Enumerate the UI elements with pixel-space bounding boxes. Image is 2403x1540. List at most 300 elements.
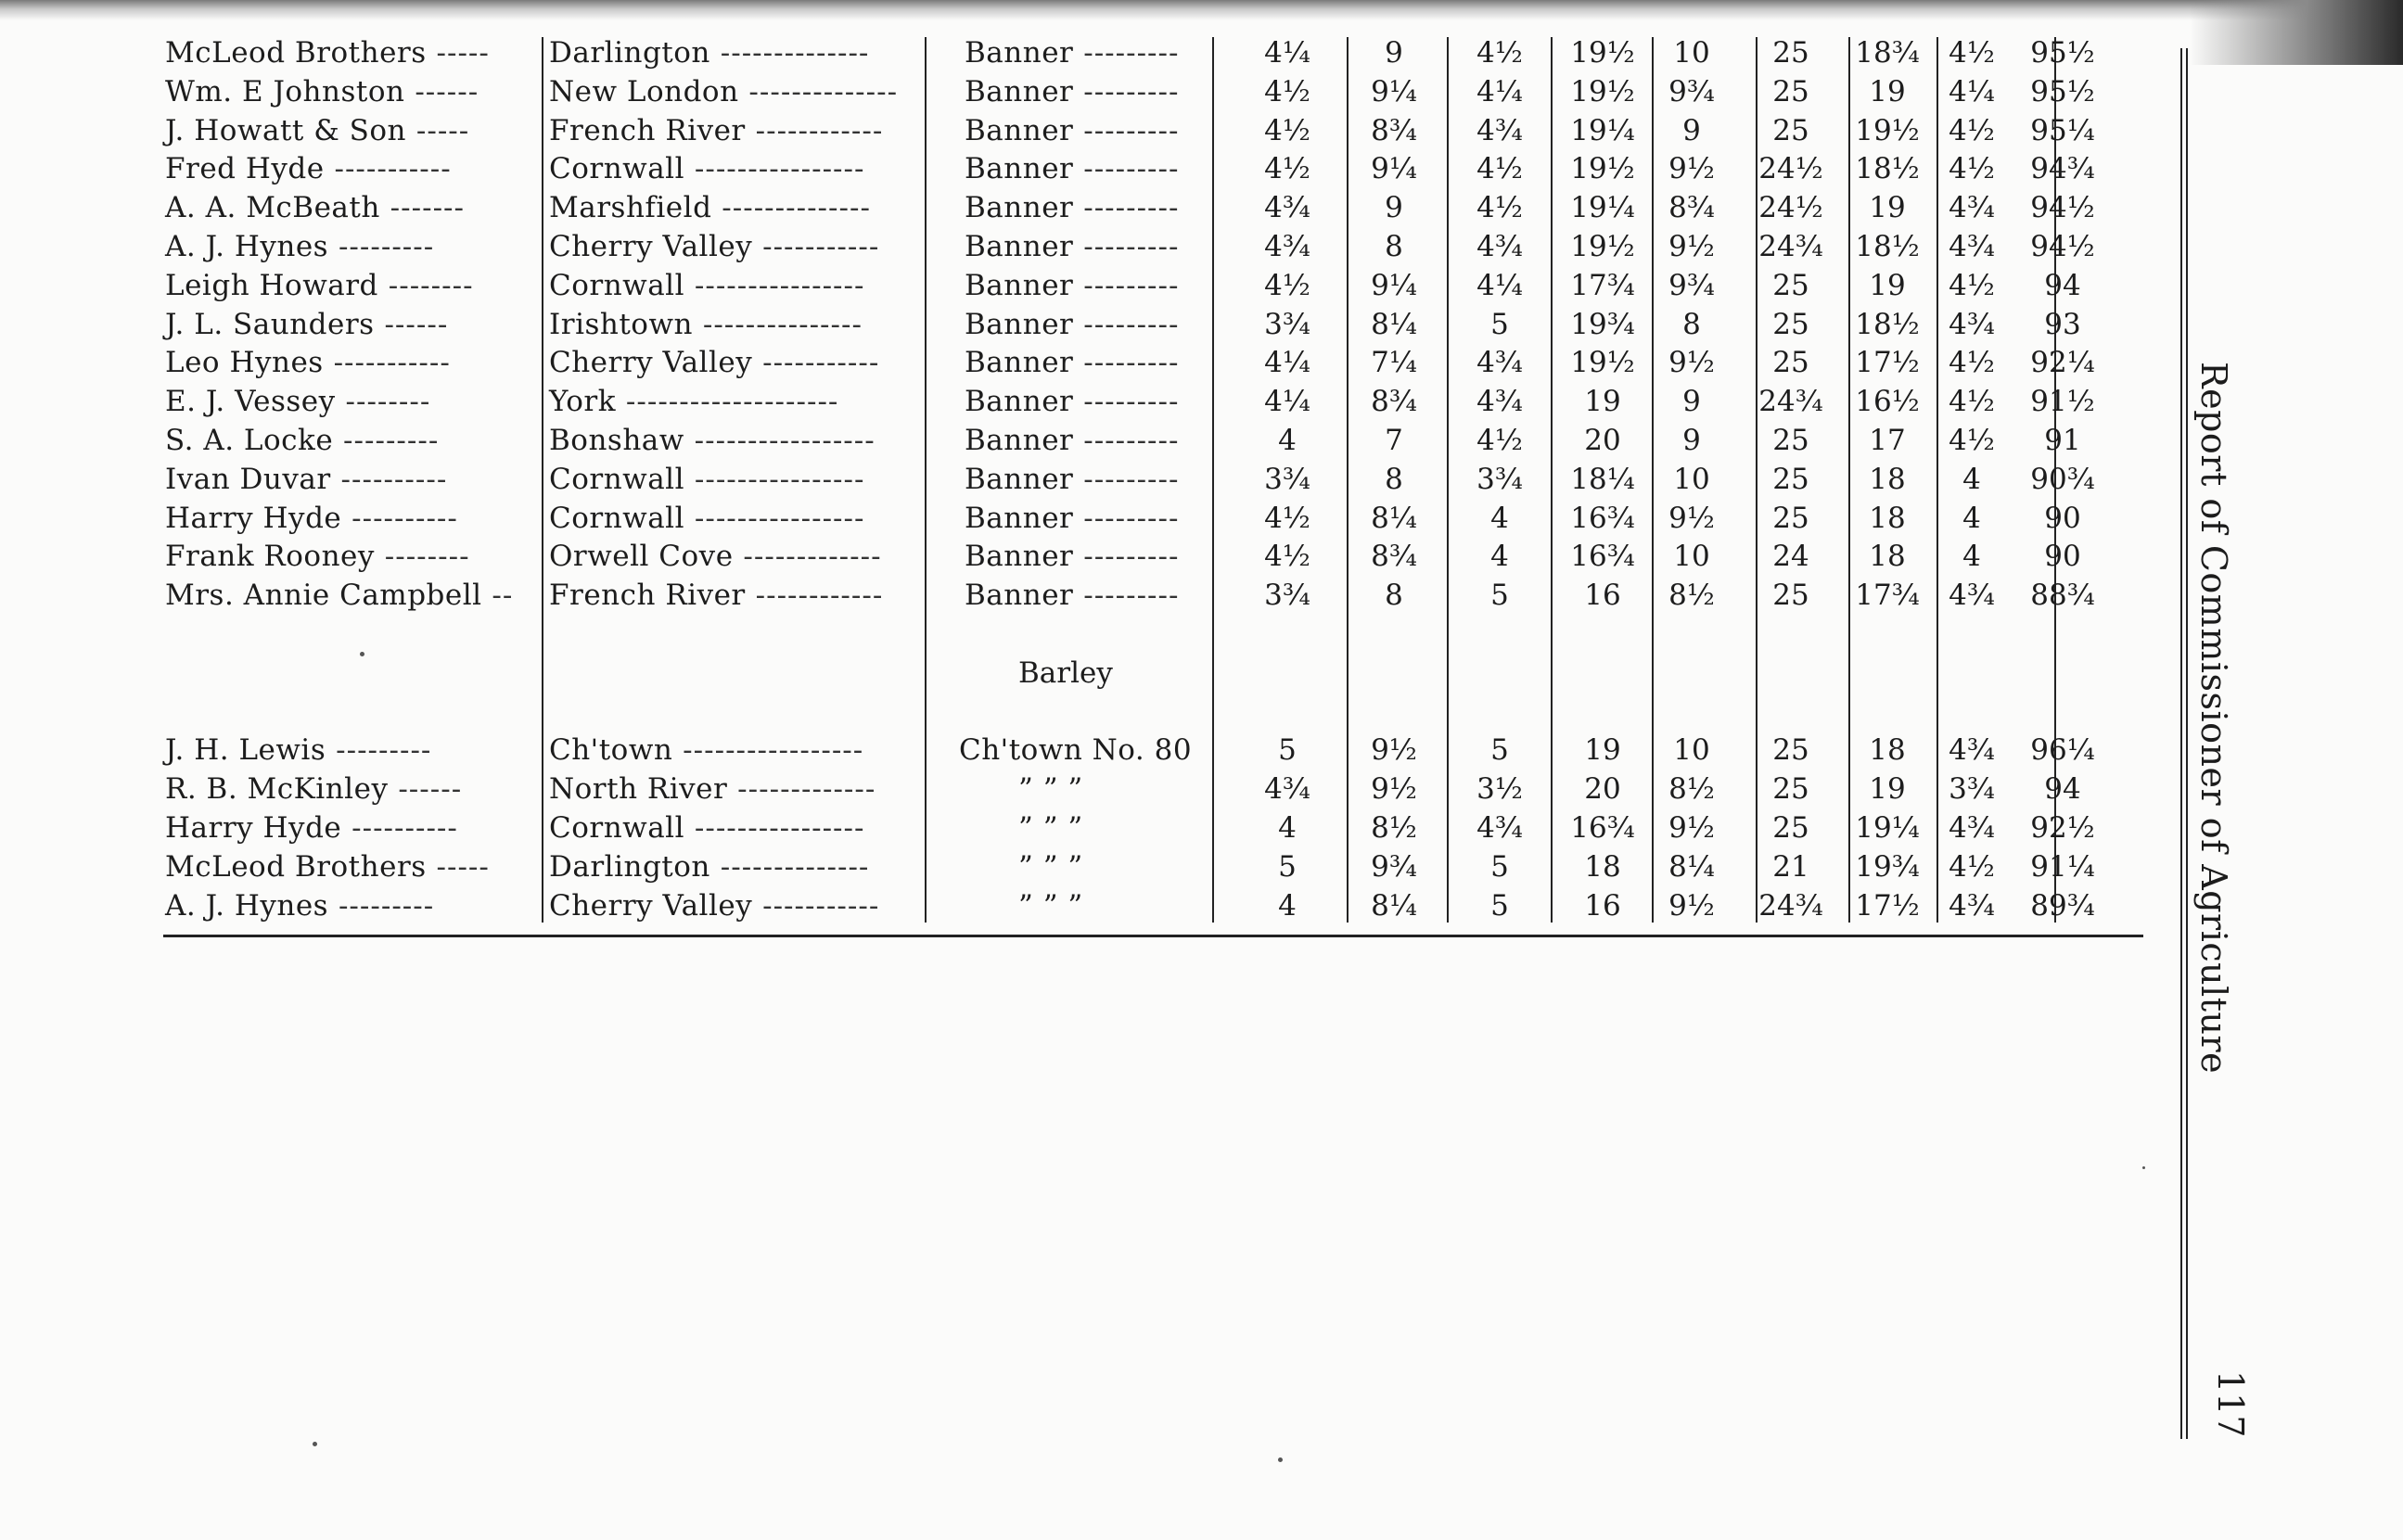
score-cell: 5 — [1490, 307, 1509, 341]
score-cell: 24¾ — [1758, 230, 1823, 263]
variety-name — [965, 501, 1180, 536]
entrant-name — [165, 539, 470, 574]
score-cell: 4½ — [1949, 424, 1995, 457]
score-cell: 25 — [1772, 36, 1809, 70]
score-cell: 9 — [1682, 113, 1701, 147]
score-cell: 16½ — [1855, 385, 1920, 419]
entrant-name-text: Wm. E Johnston — [165, 74, 405, 108]
variety-name-text: Banner — [965, 268, 1074, 302]
score-cell: 8 — [1385, 579, 1403, 613]
leader-dots: ------------- — [727, 772, 876, 806]
score-cell: 24½ — [1758, 152, 1823, 186]
entrant-name-text: McLeod Brothers — [165, 850, 427, 884]
score-cell: 18 — [1869, 540, 1906, 574]
column-divider — [542, 37, 543, 923]
score-cell: 8½ — [1371, 811, 1417, 845]
leader-dots: ------------ — [745, 579, 884, 613]
leader-dots: ----------- — [752, 230, 880, 263]
score-cell: 3½ — [1476, 772, 1523, 806]
leader-dots: --------------- — [692, 307, 863, 341]
score-cell: 9¼ — [1371, 268, 1417, 302]
margin-rule-inner — [2180, 48, 2182, 1439]
leader-dots: --------- — [1073, 501, 1180, 535]
score-cell: 4½ — [1949, 152, 1995, 186]
leader-dots: ---------------- — [684, 811, 865, 845]
section-label-barley: Barley — [1018, 656, 1113, 690]
entrant-location-text: Cherry Valley — [549, 889, 753, 923]
variety-name — [965, 539, 1180, 574]
score-cell: 25 — [1772, 113, 1809, 147]
leader-dots: ----------- — [752, 889, 880, 923]
variety-name-text: ” ” ” — [1018, 811, 1083, 845]
score-cell: 18½ — [1855, 152, 1920, 186]
score-cell: 4 — [1962, 540, 1981, 574]
score-cell: 94 — [2044, 772, 2081, 806]
score-cell: 5 — [1278, 850, 1297, 884]
entrant-location — [549, 810, 864, 846]
variety-name — [965, 268, 1180, 303]
score-cell: 4¼ — [1949, 74, 1995, 108]
score-cell: 20 — [1584, 424, 1621, 457]
running-title: Report of Commissioner of Agriculture — [2193, 362, 2234, 1075]
entrant-location-text: Bonshaw — [549, 424, 684, 457]
leader-dots: --------- — [1073, 307, 1180, 341]
variety-name-text: ” ” ” — [1018, 850, 1083, 884]
entrant-location-text: New London — [549, 74, 739, 108]
entrant-location-text: Cherry Valley — [549, 346, 753, 380]
score-cell: 18¾ — [1855, 36, 1920, 70]
score-cell: 9 — [1682, 385, 1701, 419]
entrant-location-text: French River — [549, 579, 746, 613]
score-cell: 10 — [1673, 36, 1710, 70]
score-cell: 4 — [1962, 462, 1981, 496]
score-cell: 91¼ — [2030, 850, 2095, 884]
score-cell: 25 — [1772, 811, 1809, 845]
entrant-location-text: Orwell Cove — [549, 540, 734, 574]
variety-name — [1018, 810, 1083, 846]
score-cell: 4½ — [1476, 152, 1523, 186]
score-cell: 5 — [1490, 579, 1509, 613]
score-cell: 19½ — [1570, 230, 1635, 263]
entrant-location — [549, 539, 882, 574]
score-cell: 94½ — [2030, 230, 2095, 263]
score-cell: 19¼ — [1570, 191, 1635, 225]
score-cell: 19 — [1869, 268, 1906, 302]
score-cell: 4½ — [1264, 501, 1310, 535]
entrant-location — [549, 229, 879, 264]
score-cell: 18½ — [1855, 230, 1920, 263]
margin-rule-outer — [2186, 48, 2188, 1439]
score-cell: 8¾ — [1371, 113, 1417, 147]
entrant-name — [165, 578, 513, 613]
score-cell: 17½ — [1855, 346, 1920, 380]
entrant-name-text: Mrs. Annie Campbell — [165, 579, 482, 613]
page-number: 117 — [2210, 1370, 2251, 1438]
entrant-name — [165, 190, 465, 225]
score-cell: 17½ — [1855, 889, 1920, 923]
leader-dots: ------ — [388, 772, 463, 806]
entrant-name — [165, 810, 458, 846]
variety-name — [965, 307, 1180, 342]
leader-dots: ------------- — [733, 540, 882, 574]
score-cell: 3¾ — [1264, 462, 1310, 496]
leader-dots: ------ — [374, 307, 449, 341]
score-cell: 95½ — [2030, 36, 2095, 70]
score-cell: 25 — [1772, 733, 1809, 767]
score-cell: 4½ — [1949, 385, 1995, 419]
entrant-name — [165, 423, 439, 458]
score-cell: 25 — [1772, 462, 1809, 496]
variety-name — [965, 113, 1180, 148]
variety-name-text: Banner — [965, 462, 1074, 496]
leader-dots: --------- — [1073, 346, 1180, 380]
entrant-location-text: Cherry Valley — [549, 230, 753, 263]
variety-name — [965, 384, 1180, 419]
score-cell: 9½ — [1668, 230, 1715, 263]
score-cell: 91 — [2044, 424, 2081, 457]
entrant-name — [165, 888, 434, 923]
variety-name-text: Banner — [965, 36, 1074, 70]
score-cell: 18 — [1869, 501, 1906, 535]
score-cell: 90¾ — [2030, 462, 2095, 496]
score-cell: 4¼ — [1476, 74, 1523, 108]
entrant-name-text: R. B. McKinley — [165, 772, 389, 806]
score-cell: 9¼ — [1371, 74, 1417, 108]
score-cell: 4½ — [1264, 152, 1310, 186]
score-cell: 18 — [1584, 850, 1621, 884]
score-cell: 16 — [1584, 889, 1621, 923]
score-cell: 9½ — [1668, 152, 1715, 186]
score-cell: 3¾ — [1476, 462, 1523, 496]
score-cell: 8 — [1385, 230, 1403, 263]
entrant-name — [165, 345, 451, 380]
score-cell: 4½ — [1476, 191, 1523, 225]
score-cell: 4¾ — [1476, 113, 1523, 147]
score-cell: 25 — [1772, 74, 1809, 108]
score-cell: 10 — [1673, 462, 1710, 496]
variety-name — [1018, 849, 1083, 885]
score-cell: 19 — [1869, 772, 1906, 806]
score-cell: 9½ — [1668, 889, 1715, 923]
variety-name — [965, 190, 1180, 225]
score-cell: 4½ — [1264, 268, 1310, 302]
entrant-location-text: Darlington — [549, 850, 710, 884]
leader-dots: -- — [481, 579, 514, 613]
leader-dots: -------------- — [709, 36, 870, 70]
entrant-name — [165, 113, 469, 148]
score-cell: 19 — [1869, 74, 1906, 108]
score-cell: 25 — [1772, 307, 1809, 341]
score-cell: 19¼ — [1570, 113, 1635, 147]
leader-dots: -------- — [377, 268, 474, 302]
entrant-name-text: J. Howatt & Son — [165, 113, 407, 147]
entrant-location — [549, 423, 876, 458]
leader-dots: ---------------- — [684, 268, 865, 302]
entrant-location — [549, 771, 876, 807]
leader-dots: -------- — [335, 385, 431, 419]
score-cell: 24¾ — [1758, 385, 1823, 419]
score-cell: 8¾ — [1371, 385, 1417, 419]
score-cell: 88¾ — [2030, 579, 2095, 613]
entrant-location — [549, 384, 838, 419]
entrant-name-text: J. L. Saunders — [165, 307, 375, 341]
score-cell: 4½ — [1949, 346, 1995, 380]
score-cell: 9½ — [1371, 733, 1417, 767]
leader-dots: ---------- — [341, 811, 458, 845]
score-cell: 9 — [1682, 424, 1701, 457]
entrant-name — [165, 268, 474, 303]
entrant-name — [165, 462, 447, 497]
entrant-location — [549, 462, 864, 497]
entrant-name — [165, 229, 434, 264]
leader-dots: ----- — [426, 36, 490, 70]
score-cell: 4¾ — [1476, 811, 1523, 845]
column-divider — [1551, 37, 1553, 923]
entrant-location-text: Cornwall — [549, 152, 685, 186]
score-cell: 9½ — [1668, 346, 1715, 380]
entrant-location-text: Darlington — [549, 36, 710, 70]
variety-name-text: Ch'town No. 80 — [959, 733, 1193, 767]
column-divider — [925, 37, 927, 923]
leader-dots: --------- — [1073, 579, 1180, 613]
entrant-name-text: A. J. Hynes — [165, 230, 329, 263]
score-cell: 8¼ — [1371, 501, 1417, 535]
score-cell: 4¾ — [1949, 889, 1995, 923]
score-cell: 10 — [1673, 733, 1710, 767]
entrant-location — [549, 151, 864, 186]
variety-name — [959, 732, 1192, 768]
entrant-location-text: Cornwall — [549, 268, 685, 302]
score-cell: 5 — [1490, 850, 1509, 884]
score-cell: 19¾ — [1855, 850, 1920, 884]
score-cell: 4 — [1490, 540, 1509, 574]
score-cell: 24¾ — [1758, 889, 1823, 923]
score-cell: 18 — [1869, 462, 1906, 496]
entrant-location-text: Ch'town — [549, 733, 673, 767]
entrant-location — [549, 501, 864, 536]
score-cell: 8 — [1682, 307, 1701, 341]
entrant-location — [549, 113, 883, 148]
entrant-location-text: Irishtown — [549, 307, 693, 341]
score-cell: 4¾ — [1264, 191, 1310, 225]
score-cell: 5 — [1490, 889, 1509, 923]
entrant-location-text: French River — [549, 113, 746, 147]
score-cell: 5 — [1490, 733, 1509, 767]
entrant-location — [549, 345, 879, 380]
score-cell: 4¾ — [1949, 230, 1995, 263]
leader-dots: ---------------- — [684, 462, 865, 496]
entrant-name-text: McLeod Brothers — [165, 36, 427, 70]
score-cell: 4¾ — [1949, 811, 1995, 845]
score-cell: 20 — [1584, 772, 1621, 806]
score-cell: 24½ — [1758, 191, 1823, 225]
entrant-location-text: Marshfield — [549, 191, 712, 225]
score-cell: 18¼ — [1570, 462, 1635, 496]
score-cell: 4¾ — [1264, 230, 1310, 263]
entrant-name-text: A. A. McBeath — [165, 191, 380, 225]
score-cell: 95¼ — [2030, 113, 2095, 147]
score-cell: 8½ — [1668, 772, 1715, 806]
variety-name — [965, 151, 1180, 186]
variety-name — [965, 578, 1180, 613]
leader-dots: ----------- — [324, 152, 452, 186]
entrant-location — [549, 268, 864, 303]
score-cell: 8¾ — [1371, 540, 1417, 574]
entrant-name-text: S. A. Locke — [165, 424, 334, 457]
score-cell: 8½ — [1668, 579, 1715, 613]
entrant-name-text: Harry Hyde — [165, 811, 342, 845]
score-cell: 4 — [1490, 501, 1509, 535]
score-cell: 4½ — [1476, 36, 1523, 70]
entrant-location-text: Cornwall — [549, 501, 685, 535]
leader-dots: --------- — [328, 889, 435, 923]
score-cell: 25 — [1772, 772, 1809, 806]
leader-dots: -------------------- — [616, 385, 839, 419]
score-cell: 25 — [1772, 268, 1809, 302]
score-cell: 4¼ — [1264, 385, 1310, 419]
score-cell: 19½ — [1570, 36, 1635, 70]
score-cell: 17 — [1869, 424, 1906, 457]
score-cell: 19 — [1584, 733, 1621, 767]
score-cell: 4 — [1962, 501, 1981, 535]
leader-dots: ------ — [404, 74, 479, 108]
score-cell: 16 — [1584, 579, 1621, 613]
variety-name-text: Banner — [965, 152, 1074, 186]
entrant-location-text: York — [549, 385, 617, 419]
entrant-name-text: Harry Hyde — [165, 501, 342, 535]
leader-dots: -------- — [374, 540, 470, 574]
score-cell: 9½ — [1668, 811, 1715, 845]
scan-speck — [2142, 1166, 2145, 1169]
leader-dots: --------- — [1073, 540, 1180, 574]
score-cell: 9 — [1385, 36, 1403, 70]
leader-dots: -------------- — [711, 191, 871, 225]
score-cell: 4½ — [1949, 113, 1995, 147]
score-cell: 4 — [1278, 889, 1297, 923]
leader-dots: --------- — [1073, 152, 1180, 186]
score-cell: 94 — [2044, 268, 2081, 302]
leader-dots: ---------------- — [684, 152, 865, 186]
scan-speck — [360, 652, 364, 656]
entrant-name-text: A. J. Hynes — [165, 889, 329, 923]
entrant-name — [165, 151, 452, 186]
entrant-name-text: J. H. Lewis — [165, 733, 326, 767]
leader-dots: ----------------- — [684, 424, 876, 457]
score-cell: 25 — [1772, 346, 1809, 380]
entrant-location-text: Cornwall — [549, 811, 685, 845]
score-cell: 91½ — [2030, 385, 2095, 419]
variety-name — [1018, 888, 1083, 923]
score-cell: 18½ — [1855, 307, 1920, 341]
variety-name — [1018, 771, 1083, 807]
entrant-location — [549, 307, 863, 342]
score-cell: 4¾ — [1264, 772, 1310, 806]
variety-name-text: Banner — [965, 346, 1074, 380]
score-cell: 19½ — [1570, 152, 1635, 186]
score-cell: 90 — [2044, 501, 2081, 535]
entrant-name-text: E. J. Vessey — [165, 385, 336, 419]
entrant-location — [549, 732, 863, 768]
leader-dots: --------- — [1073, 462, 1180, 496]
score-cell: 8¼ — [1371, 307, 1417, 341]
scan-speck — [1278, 1457, 1283, 1462]
leader-dots: --------- — [1073, 385, 1180, 419]
score-cell: 19 — [1584, 385, 1621, 419]
score-cell: 4¾ — [1476, 230, 1523, 263]
entrant-name-text: Leo Hynes — [165, 346, 324, 380]
score-cell: 3¾ — [1949, 772, 1995, 806]
leader-dots: ---------- — [330, 462, 448, 496]
score-cell: 16¾ — [1570, 501, 1635, 535]
score-cell: 4¾ — [1949, 191, 1995, 225]
score-cell: 10 — [1673, 540, 1710, 574]
score-cell: 9¾ — [1668, 74, 1715, 108]
score-cell: 7¼ — [1371, 346, 1417, 380]
score-cell: 4½ — [1949, 850, 1995, 884]
table-bottom-rule — [163, 935, 2143, 937]
score-cell: 9¾ — [1371, 850, 1417, 884]
score-cell: 19½ — [1570, 74, 1635, 108]
score-cell: 4½ — [1949, 268, 1995, 302]
scan-speck — [313, 1442, 317, 1446]
leader-dots: --------- — [328, 230, 435, 263]
entrant-name — [165, 849, 490, 885]
leader-dots: ------------ — [745, 113, 884, 147]
score-cell: 96¼ — [2030, 733, 2095, 767]
score-cell: 4¼ — [1264, 36, 1310, 70]
score-cell: 7 — [1385, 424, 1403, 457]
column-divider — [1447, 37, 1449, 923]
entrant-location-text: Cornwall — [549, 462, 685, 496]
score-cell: 19¼ — [1855, 811, 1920, 845]
leader-dots: --------- — [1073, 191, 1180, 225]
score-cell: 8¾ — [1668, 191, 1715, 225]
score-cell: 4¾ — [1476, 346, 1523, 380]
leader-dots: ---------------- — [684, 501, 865, 535]
leader-dots: --------- — [1073, 74, 1180, 108]
score-cell: 18 — [1869, 733, 1906, 767]
variety-name-text: Banner — [965, 579, 1074, 613]
score-cell: 19½ — [1570, 346, 1635, 380]
entrant-name — [165, 74, 479, 109]
score-cell: 4¾ — [1949, 733, 1995, 767]
entrant-location — [549, 578, 883, 613]
variety-name — [965, 423, 1180, 458]
score-cell: 4½ — [1476, 424, 1523, 457]
entrant-name-text: Ivan Duvar — [165, 462, 331, 496]
score-cell: 4 — [1278, 811, 1297, 845]
variety-name-text: Banner — [965, 307, 1074, 341]
score-cell: 16¾ — [1570, 811, 1635, 845]
entrant-name — [165, 307, 448, 342]
variety-name-text: Banner — [965, 230, 1074, 263]
score-cell: 25 — [1772, 579, 1809, 613]
score-cell: 8 — [1385, 462, 1403, 496]
leader-dots: ----------------- — [672, 733, 864, 767]
entrant-name-text: Fred Hyde — [165, 152, 325, 186]
score-cell: 4½ — [1264, 113, 1310, 147]
score-cell: 5 — [1278, 733, 1297, 767]
score-cell: 25 — [1772, 424, 1809, 457]
leader-dots: ----- — [426, 850, 490, 884]
score-cell: 25 — [1772, 501, 1809, 535]
entrant-location — [549, 74, 898, 109]
variety-name-text: Banner — [965, 540, 1074, 574]
column-divider — [1212, 37, 1214, 923]
entrant-name — [165, 35, 490, 70]
leader-dots: --------- — [333, 424, 440, 457]
variety-name-text: Banner — [965, 191, 1074, 225]
